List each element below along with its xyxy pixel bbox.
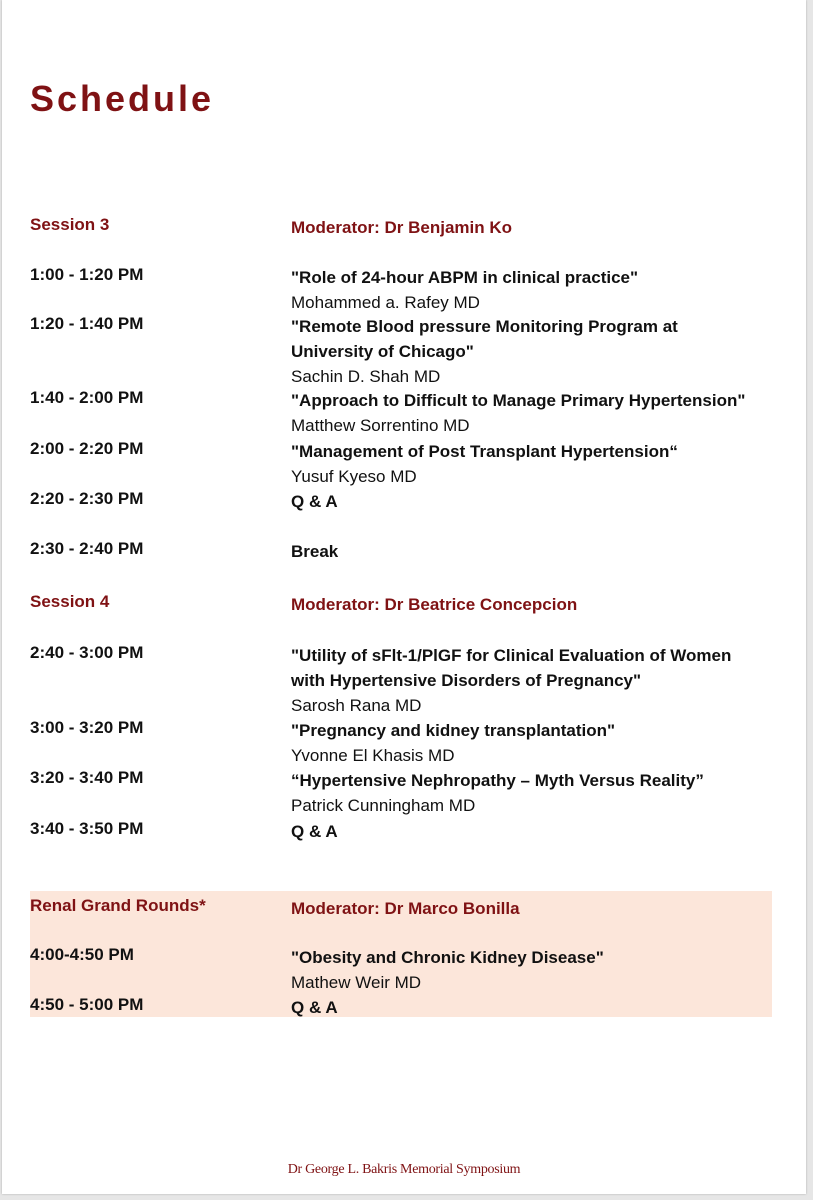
talk-block: [291, 314, 711, 389]
time-slot: 4:00-4:50 PM: [30, 945, 134, 964]
break-label: Break: [291, 542, 339, 561]
talk-block: [291, 643, 766, 718]
time-slot: 3:20 - 3:40 PM: [30, 768, 144, 787]
speaker-name: Yvonne El Khasis MD: [291, 746, 455, 765]
talk-block: [291, 995, 781, 1020]
talk-block: [291, 539, 781, 564]
speaker-name: Mohammed a. Rafey MD: [291, 293, 480, 312]
footer-text: Dr George L. Bakris Memorial Symposium: [287, 1162, 521, 1177]
session-label: Session 3: [30, 215, 110, 234]
talk-title: "Management of Post Transplant Hypertension“: [291, 442, 678, 461]
speaker-name: Sachin D. Shah MD: [291, 367, 441, 386]
session-label: Renal Grand Rounds*: [30, 896, 206, 915]
talk-title: "Approach to Difficult to Manage Primary Hypertension": [291, 391, 746, 410]
talk-title: "Utility of sFlt-1/PlGF for Clinical Evaluation of Women with Hypertensive Disorders of Pregnancy": [291, 646, 732, 690]
talk-title: "Role of 24-hour ABPM in clinical practice": [291, 268, 639, 287]
qa-label: Q & A: [291, 998, 338, 1017]
talk-block: [291, 489, 781, 514]
speaker-name: Patrick Cunningham MD: [291, 796, 476, 815]
speaker-name: Mathew Weir MD: [291, 973, 422, 992]
speaker-name: Matthew Sorrentino MD: [291, 416, 470, 435]
page-title: Schedule: [30, 78, 215, 119]
speaker-name: Sarosh Rana MD: [291, 696, 422, 715]
talk-title: "Obesity and Chronic Kidney Disease": [291, 948, 604, 967]
time-slot: 2:20 - 2:30 PM: [30, 489, 144, 508]
talk-title: “Hypertensive Nephropathy – Myth Versus Reality”: [291, 771, 704, 790]
moderator-label: Moderator: Dr Marco Bonilla: [291, 899, 520, 918]
schedule-page: [2, 0, 806, 1194]
time-slot: 2:40 - 3:00 PM: [30, 643, 144, 662]
moderator-label: Moderator: Dr Beatrice Concepcion: [291, 595, 578, 614]
speaker-name: Yusuf Kyeso MD: [291, 467, 417, 486]
time-slot: 1:40 - 2:00 PM: [30, 388, 144, 407]
time-slot: 3:40 - 3:50 PM: [30, 819, 144, 838]
time-slot: 2:00 - 2:20 PM: [30, 439, 144, 458]
talk-block: [291, 819, 781, 844]
time-slot: 1:20 - 1:40 PM: [30, 314, 144, 333]
time-slot: 4:50 - 5:00 PM: [30, 995, 144, 1014]
talk-title: "Pregnancy and kidney transplantation": [291, 721, 616, 740]
time-slot: 1:00 - 1:20 PM: [30, 265, 144, 284]
talk-block: [291, 265, 781, 315]
qa-label: Q & A: [291, 822, 338, 841]
talk-block: [291, 388, 781, 438]
talk-block: [291, 439, 781, 489]
talk-block: [291, 718, 781, 768]
session-label: Session 4: [30, 592, 110, 611]
talk-title: "Remote Blood pressure Monitoring Program at University of Chicago": [291, 317, 678, 361]
time-slot: 2:30 - 2:40 PM: [30, 539, 144, 558]
time-slot: 3:00 - 3:20 PM: [30, 718, 144, 737]
talk-block: [291, 768, 781, 818]
qa-label: Q & A: [291, 492, 338, 511]
talk-block: [291, 945, 781, 995]
moderator-label: Moderator: Dr Benjamin Ko: [291, 218, 513, 237]
